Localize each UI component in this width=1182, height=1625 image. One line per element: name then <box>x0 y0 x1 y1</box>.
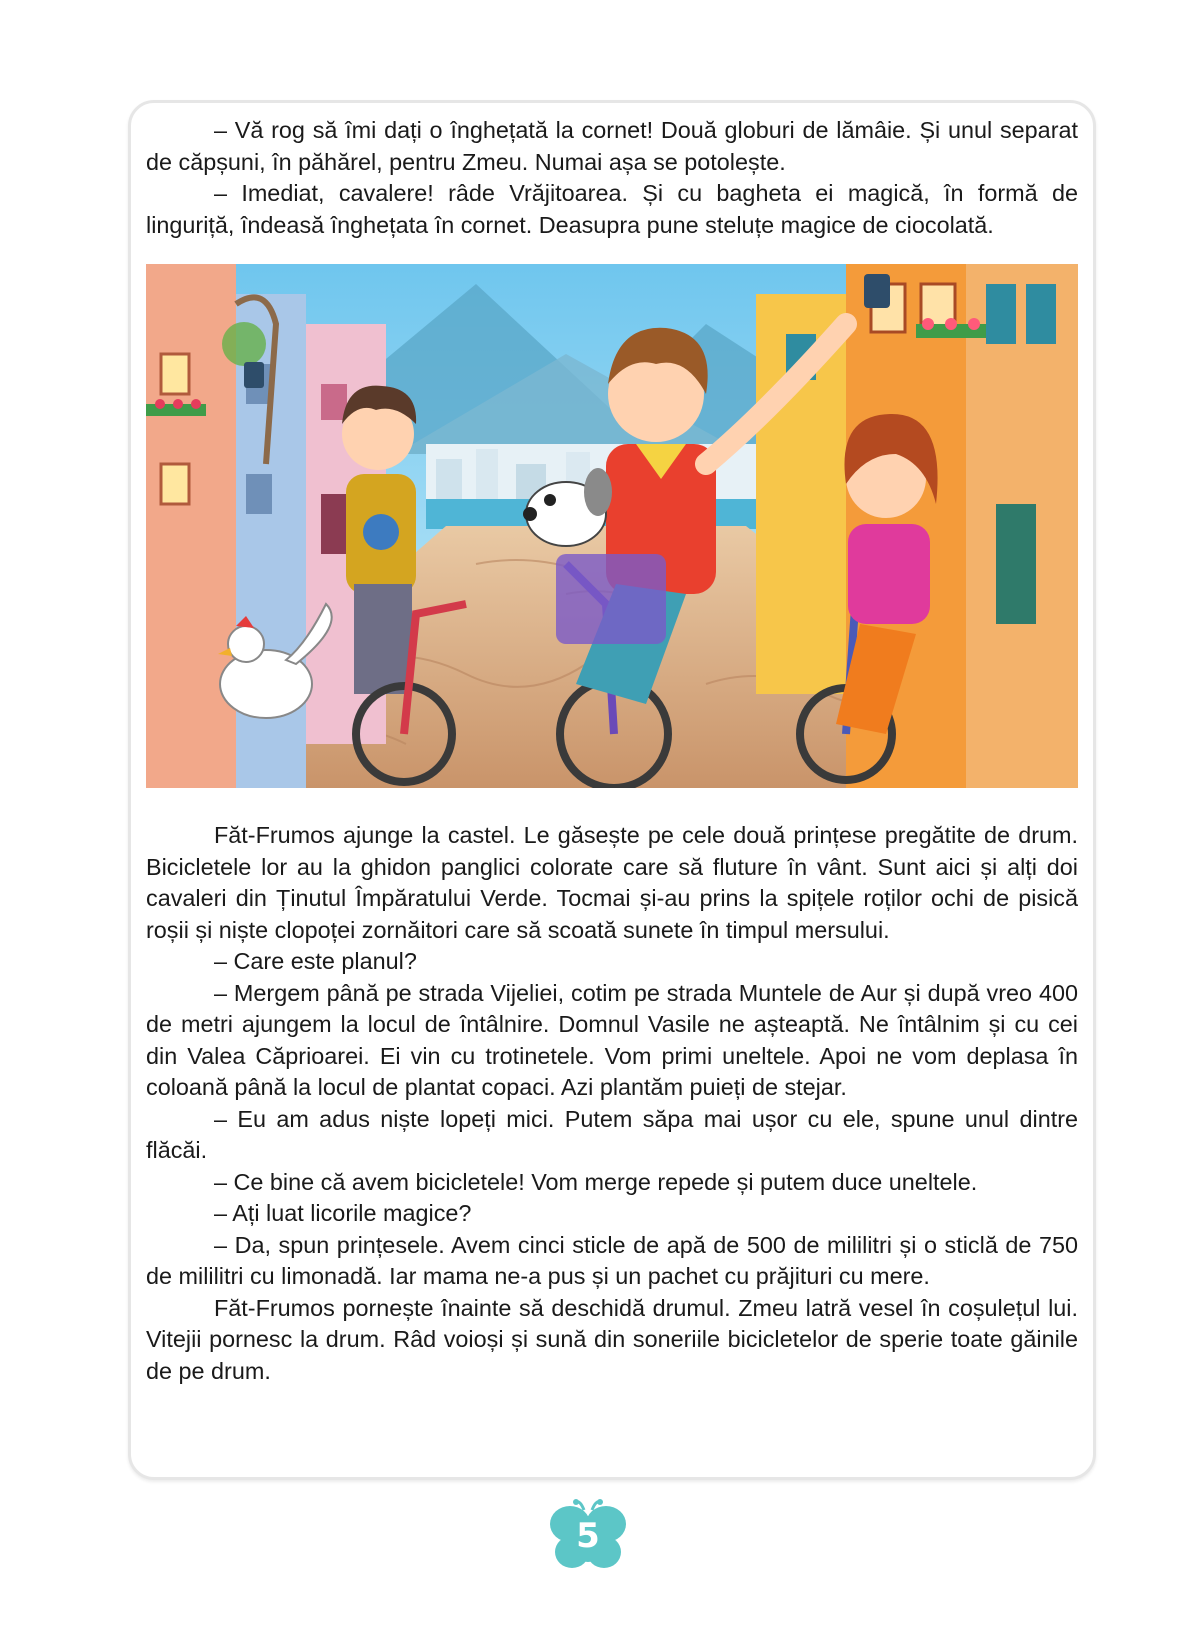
top-text-block <box>146 115 1078 241</box>
paragraph: – Eu am adus niște lopeți mici. Putem săpa mai ușor cu ele, spune unul dintre flăcăi. <box>146 1105 1078 1163</box>
page-number: 5 <box>576 1516 600 1556</box>
paragraph: Făt-Frumos ajunge la castel. Le găsește pe cele două prințese pregătite de drum. Bicicletele lor au la ghidon panglici colorate care să fluture în vânt. Sunt aici și alți doi cavaleri din Ținutul Împăratului Verde. Tocmai și-au prins la spițele roților ochi de pisică roșii și niște clopoței zornăitori care să scoată sunete în timpul mersului. <box>146 822 1078 943</box>
paragraph: Făt-Frumos pornește înainte să deschidă drumul. Zmeu latră vesel în coșulețul lui. Vitejii pornesc la drum. Râd voioși și sună din soneriile bicicletelor de sperie toate găinile de pe drum. <box>146 1294 1078 1384</box>
paragraph: – Ce bine că avem bicicletele! Vom merge repede și putem duce uneltele. <box>214 1168 978 1195</box>
street-scene-image <box>146 264 1078 788</box>
paragraph: – Mergem până pe strada Vijeliei, cotim pe strada Muntele de Aur și după vreo 400 de metri ajungem la locul de întâlnire. Domnul Vasile ne așteaptă. Ne întâlnim și cu cei din Valea Căprioarei. Ei vin cu trotinetele. Vom primi uneltele. Apoi ne vom deplasa în coloană până la locul de plantat copaci. Azi plantăm puieți de stejar. <box>146 979 1078 1100</box>
paragraph: – Vă rog să îmi dați o înghețată la cornet! Două globuri de lămâie. Și unul separat de căpșuni, în păhărel, pentru Zmeu. Numai așa se potolește. <box>146 117 1078 175</box>
story-illustration <box>146 264 1078 788</box>
bottom-text-block <box>146 820 1078 1387</box>
paragraph: – Ați luat licorile magice? <box>214 1200 472 1226</box>
paragraph: – Da, spun prințesele. Avem cinci sticle de apă de 500 de mililitri și o sticlă de 750 de mililitri cu limonadă. Iar mama ne-a pus și un pachet cu prăjituri cu mere. <box>146 1231 1078 1289</box>
paragraph: – Imediat, cavalere! râde Vrăjitoarea. Și cu bagheta ei magică, în formă de linguriță, îndeasă înghețata în cornet. Deasupra pune steluțe magice de ciocolată. <box>146 180 1078 238</box>
paragraph: – Care este planul? <box>214 948 417 974</box>
